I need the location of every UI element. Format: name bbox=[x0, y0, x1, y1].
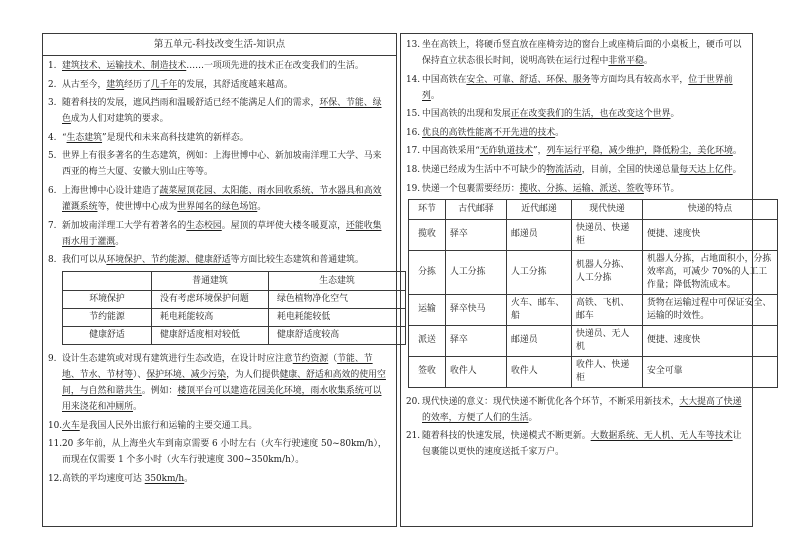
underlined-key-phrase: 物流活动 bbox=[546, 164, 582, 175]
table-cell: 人工分拣 bbox=[446, 250, 507, 294]
item-number: 9. bbox=[48, 354, 57, 365]
item-number: 14. bbox=[406, 74, 421, 85]
text-segment: 等方面均具有较高水平， bbox=[590, 74, 689, 85]
item-text bbox=[62, 439, 387, 465]
item-text bbox=[62, 186, 382, 212]
underlined-key-phrase: 每天达上亿件 bbox=[679, 164, 733, 175]
table-header-cell: 生态建筑 bbox=[269, 272, 406, 291]
text-segment: 快递已经成为生活中不可缺少的 bbox=[422, 164, 547, 175]
table-row bbox=[409, 294, 778, 325]
underlined-key-phrase: 位于世界前列 bbox=[422, 74, 733, 101]
table-cell: 耗电耗能较低 bbox=[269, 309, 406, 327]
underlined-key-phrase: 揽收、分拣、运输、派送、签收 bbox=[519, 183, 644, 194]
underlined-key-phrase: 环保、节能、绿色 bbox=[62, 98, 382, 125]
knowledge-point bbox=[406, 428, 745, 460]
text-segment: ”是现代和未来高科技建筑的新样态。 bbox=[102, 132, 249, 143]
table-cell: 派送 bbox=[409, 325, 446, 356]
item-number: 8. bbox=[48, 255, 57, 266]
item-text bbox=[422, 146, 742, 156]
text-segment: 。 bbox=[430, 90, 440, 101]
text-segment: 成为人们对建筑的要求。 bbox=[70, 114, 169, 125]
knowledge-point bbox=[48, 148, 388, 180]
item-text bbox=[62, 151, 382, 177]
table-cell: 驿卒 bbox=[446, 219, 507, 250]
underlined-key-phrase: 健康、舒适和高效的使用空间，与自然和谐共生 bbox=[62, 370, 386, 397]
table-header-cell: 普通建筑 bbox=[152, 272, 269, 291]
underlined-key-phrase: 建筑 bbox=[106, 79, 125, 90]
underlined-key-phrase: 节约资源 bbox=[292, 354, 329, 365]
table-cell: 火车、邮车、船 bbox=[507, 294, 572, 325]
underlined-key-phrase: 大大提高了快递的效率，方便了人们的生活 bbox=[422, 396, 742, 423]
item-text bbox=[62, 421, 257, 431]
knowledge-point bbox=[406, 143, 745, 159]
table-cell: 驿卒 bbox=[446, 325, 507, 356]
knowledge-point bbox=[48, 471, 388, 487]
item-number: 21. bbox=[406, 431, 421, 442]
text-segment: 。 bbox=[670, 109, 680, 120]
item-text bbox=[62, 133, 249, 143]
text-segment: 等方面比较生态建筑和普通建筑。 bbox=[230, 255, 364, 266]
text-segment: （ bbox=[328, 354, 338, 365]
text-segment: ）、 bbox=[133, 370, 147, 381]
table-header-cell: 现代快递 bbox=[572, 199, 643, 219]
knowledge-point bbox=[406, 106, 745, 122]
knowledge-point bbox=[406, 394, 745, 426]
table-cell: 快递员、快递柜 bbox=[572, 219, 643, 250]
underlined-key-phrase: 大数据系统、无人机、无人车等技术 bbox=[590, 431, 733, 442]
text-segment: 中国高铁的出现和发展 bbox=[422, 109, 511, 120]
table-cell: 驿卒快马 bbox=[446, 294, 507, 325]
text-segment: 快递一个包裹需要经历： bbox=[422, 183, 520, 194]
knowledge-point bbox=[48, 436, 388, 468]
underlined-key-phrase: 无砟轨道技术 bbox=[479, 146, 534, 157]
text-segment: ”， bbox=[533, 146, 547, 157]
right-column bbox=[400, 33, 772, 527]
table-cell: 健康舒适度相对较低 bbox=[152, 327, 269, 345]
knowledge-point bbox=[48, 77, 388, 93]
item-text bbox=[62, 98, 382, 124]
text-segment: 等环节。 bbox=[643, 183, 680, 194]
table-cell: 收件人、快递柜 bbox=[572, 356, 643, 387]
text-segment: 中国高铁在 bbox=[422, 74, 467, 85]
text-segment: 。 bbox=[115, 236, 125, 247]
underlined-key-phrase: 优良的高铁性能离不开先进的技术 bbox=[422, 127, 556, 138]
text-segment: 从古至今， bbox=[62, 79, 107, 90]
item-number: 13. bbox=[406, 40, 421, 50]
table-row bbox=[409, 219, 778, 250]
underlined-key-phrase: 正在改变我们的生活，也在改变这个世界 bbox=[510, 109, 671, 120]
text-segment: 是我国人民外出旅行和运输的主要交通工具。 bbox=[79, 420, 258, 431]
table-cell: 运输 bbox=[409, 294, 446, 325]
knowledge-point bbox=[48, 58, 388, 74]
table-cell: 邮递员 bbox=[507, 219, 572, 250]
underlined-key-phrase: 蔬菜屋顶花园、太阳能、雨水回收系统、节水器具和高效灌溉系统 bbox=[62, 185, 382, 212]
table-cell: 邮递员 bbox=[507, 325, 572, 356]
underlined-key-phrase: 生态建筑 bbox=[66, 132, 103, 143]
knowledge-point bbox=[406, 181, 772, 388]
text-segment: 我们可以从 bbox=[62, 255, 107, 266]
table-cell: 收件人 bbox=[446, 356, 507, 387]
underlined-key-phrase: 保护环境、减少污染 bbox=[146, 370, 227, 381]
item-text bbox=[422, 40, 742, 66]
table-cell: 便捷、速度快 bbox=[643, 219, 778, 250]
table-header-row bbox=[63, 272, 406, 291]
table-cell: 人工分拣 bbox=[507, 250, 572, 294]
item-text bbox=[422, 431, 742, 457]
text-segment: 坐在高铁上，将硬币竖直放在座椅旁边的窗台上或座椅后面的小桌板上，硬币可以保持直立状态很长时间，说明高铁在运行过程中 bbox=[422, 40, 742, 66]
text-segment: 上海世博中心设计建造了 bbox=[62, 185, 160, 196]
item-number: 5. bbox=[48, 151, 57, 162]
table-header-cell: 近代邮递 bbox=[507, 199, 572, 219]
text-segment: 经历了 bbox=[124, 79, 151, 90]
item-text bbox=[62, 474, 193, 484]
table-row bbox=[409, 325, 778, 356]
text-segment: 设计生态建筑或对现有建筑进行生态改造，在设计时应注意 bbox=[62, 354, 293, 365]
table-cell: 环境保护 bbox=[63, 291, 152, 309]
table-cell: 分拣 bbox=[409, 250, 446, 294]
text-segment: 20 多年前，从上海坐火车到南京需要 6 小时左右（火车行驶速度 50~80km/h），而现在仅需要 1 个多小时（火车行驶速度 300~350km/h）。 bbox=[62, 439, 387, 466]
underlined-key-phrase: 安全、可靠、舒适、环保、服务 bbox=[466, 74, 591, 85]
text-segment: 高铁的平均速度可达 bbox=[62, 473, 145, 484]
knowledge-point bbox=[48, 351, 388, 415]
item-number: 16. bbox=[406, 127, 421, 138]
item-number: 11. bbox=[48, 439, 63, 450]
text-segment: 等，使世博中心成为 bbox=[97, 201, 178, 212]
item-number: 17. bbox=[406, 146, 421, 157]
item-number: 6. bbox=[48, 185, 57, 196]
text-segment: 。 bbox=[643, 56, 653, 66]
knowledge-point bbox=[406, 125, 745, 141]
table-cell: 没有考虑环境保护问题 bbox=[152, 291, 269, 309]
underlined-key-phrase: 非常平稳 bbox=[608, 56, 644, 66]
knowledge-point bbox=[48, 130, 388, 146]
building-comparison-table bbox=[62, 271, 406, 345]
underlined-key-phrase: 350km/h bbox=[144, 473, 185, 484]
underlined-key-phrase: 几千年 bbox=[150, 79, 178, 90]
item-text bbox=[422, 75, 733, 101]
knowledge-point bbox=[48, 218, 388, 250]
table-cell: 节约能源 bbox=[63, 309, 152, 327]
table-cell: 机器人分拣，占地面积小，分拣效率高，可减少 70%的人工工作量；降低物流成本。 bbox=[643, 250, 778, 294]
item-text bbox=[422, 165, 742, 175]
underlined-key-phrase: 世界闻名的绿色场馆 bbox=[177, 201, 258, 212]
table-cell: 高铁、飞机、邮车 bbox=[572, 294, 643, 325]
table-cell: 健康舒适 bbox=[63, 327, 152, 345]
text-segment: 新加坡南洋理工大学有着著名的 bbox=[62, 220, 187, 231]
item-text bbox=[62, 255, 364, 265]
table-cell: 签收 bbox=[409, 356, 446, 387]
text-segment: 随着科技的快速发展，快递模式不断更新。 bbox=[422, 431, 591, 442]
text-segment: 。 bbox=[528, 412, 538, 423]
table-cell: 耗电耗能较高 bbox=[152, 309, 269, 327]
underlined-key-phrase: 生态校园 bbox=[186, 220, 222, 231]
table-cell: 货物在运输过程中可保证安全、运输的时效性。 bbox=[643, 294, 778, 325]
text-segment: 。 bbox=[184, 473, 194, 484]
table-row bbox=[63, 291, 406, 309]
item-text bbox=[422, 184, 679, 194]
text-segment: 中国高铁采用“ bbox=[422, 146, 480, 157]
text-segment: 。 bbox=[133, 402, 142, 413]
text-segment: 。 bbox=[257, 201, 267, 212]
text-segment: 世界上有很多著名的生态建筑，例如：上海世博中心、新加坡南洋理工大学、马来西亚的梅兰大厦、安徽大别山庄等等。 bbox=[62, 151, 382, 178]
item-text bbox=[62, 80, 293, 90]
knowledge-point bbox=[48, 252, 388, 345]
item-text bbox=[62, 354, 386, 412]
underlined-key-phrase: 节能、节地、节水、节材等 bbox=[62, 354, 373, 381]
item-text bbox=[62, 221, 382, 247]
table-cell: 机器人分拣、人工分拣 bbox=[572, 250, 643, 294]
text-segment: 的发展，其舒适度越来越高。 bbox=[177, 79, 293, 90]
text-segment: 。例如： bbox=[141, 386, 178, 397]
right-knowledge-points bbox=[401, 34, 772, 460]
text-segment: 。 bbox=[555, 127, 564, 138]
text-segment: 。 bbox=[732, 164, 742, 175]
text-segment: 让包裹能以更快的速度送抵千家万户。 bbox=[422, 431, 742, 458]
left-column bbox=[42, 33, 397, 527]
item-text bbox=[422, 397, 742, 423]
item-text bbox=[422, 109, 679, 119]
text-segment: 现代快递的意义：现代快递不断优化各个环节，不断采用新技术， bbox=[422, 396, 680, 407]
underlined-key-phrase: 环境保护、节约能源、健康舒适 bbox=[106, 255, 231, 266]
table-cell: 绿色植物净化空气 bbox=[269, 291, 406, 309]
item-number: 18. bbox=[406, 164, 421, 175]
item-number: 20. bbox=[406, 396, 421, 407]
knowledge-point bbox=[48, 95, 388, 127]
item-text bbox=[422, 128, 564, 138]
table-row bbox=[63, 327, 406, 345]
item-number: 19. bbox=[406, 183, 421, 194]
underlined-key-phrase: 火车 bbox=[62, 420, 80, 431]
knowledge-point bbox=[406, 37, 745, 69]
text-segment: “ bbox=[62, 132, 67, 143]
item-number: 10. bbox=[48, 420, 63, 431]
left-knowledge-points bbox=[43, 56, 396, 487]
underlined-key-phrase: 建筑技术、运输技术、制造技术 bbox=[62, 61, 187, 71]
item-number: 4. bbox=[48, 132, 57, 143]
table-cell: 快递员、无人机 bbox=[572, 325, 643, 356]
item-number: 1. bbox=[48, 61, 57, 71]
text-segment: ，为人们提供 bbox=[226, 370, 280, 381]
page-title: 第五单元-科技改变生活-知识点 bbox=[43, 34, 396, 56]
text-segment: 随着科技的发展，遮风挡雨和温暖舒适已经不能满足人们的需求， bbox=[62, 98, 320, 109]
table-row bbox=[409, 356, 778, 387]
table-cell: 安全可靠 bbox=[643, 356, 778, 387]
item-number: 3. bbox=[48, 98, 57, 109]
item-number: 7. bbox=[48, 220, 57, 231]
table-cell: 健康舒适度较高 bbox=[269, 327, 406, 345]
text-segment: 。屋顶的草坪使大楼冬暖夏凉， bbox=[221, 220, 346, 231]
table-header-cell: 古代邮驿 bbox=[446, 199, 507, 219]
text-segment: ，目前，全国的快递总量 bbox=[581, 164, 680, 175]
table-header-cell bbox=[63, 272, 152, 291]
knowledge-point bbox=[406, 72, 745, 104]
knowledge-point bbox=[48, 418, 388, 434]
item-text bbox=[62, 61, 364, 71]
table-cell: 揽收 bbox=[409, 219, 446, 250]
underlined-key-phrase: 列车运行平稳，减少维护，降低粉尘，美化环境 bbox=[546, 146, 733, 157]
underlined-key-phrase: 还能收集雨水用于灌溉 bbox=[62, 220, 382, 247]
text-segment: ……一项项先进的技术正在改变我们的生活。 bbox=[186, 61, 364, 71]
item-number: 12. bbox=[48, 473, 63, 484]
express-delivery-table bbox=[408, 199, 778, 388]
table-header-row bbox=[409, 199, 778, 219]
item-number: 15. bbox=[406, 109, 421, 120]
table-row bbox=[409, 250, 778, 294]
underlined-key-phrase: 楼顶平台可以建造花园美化环境，雨水收集系统可以用来浇花和冲厕所 bbox=[62, 386, 382, 413]
text-segment: 。 bbox=[732, 146, 742, 157]
table-header-cell: 快递的特点 bbox=[643, 199, 778, 219]
knowledge-point bbox=[48, 183, 388, 215]
table-header-cell: 环节 bbox=[409, 199, 446, 219]
item-number: 2. bbox=[48, 79, 57, 90]
table-row bbox=[63, 309, 406, 327]
table-cell: 收件人 bbox=[507, 356, 572, 387]
table-cell: 便捷、速度快 bbox=[643, 325, 778, 356]
knowledge-point bbox=[406, 162, 745, 178]
